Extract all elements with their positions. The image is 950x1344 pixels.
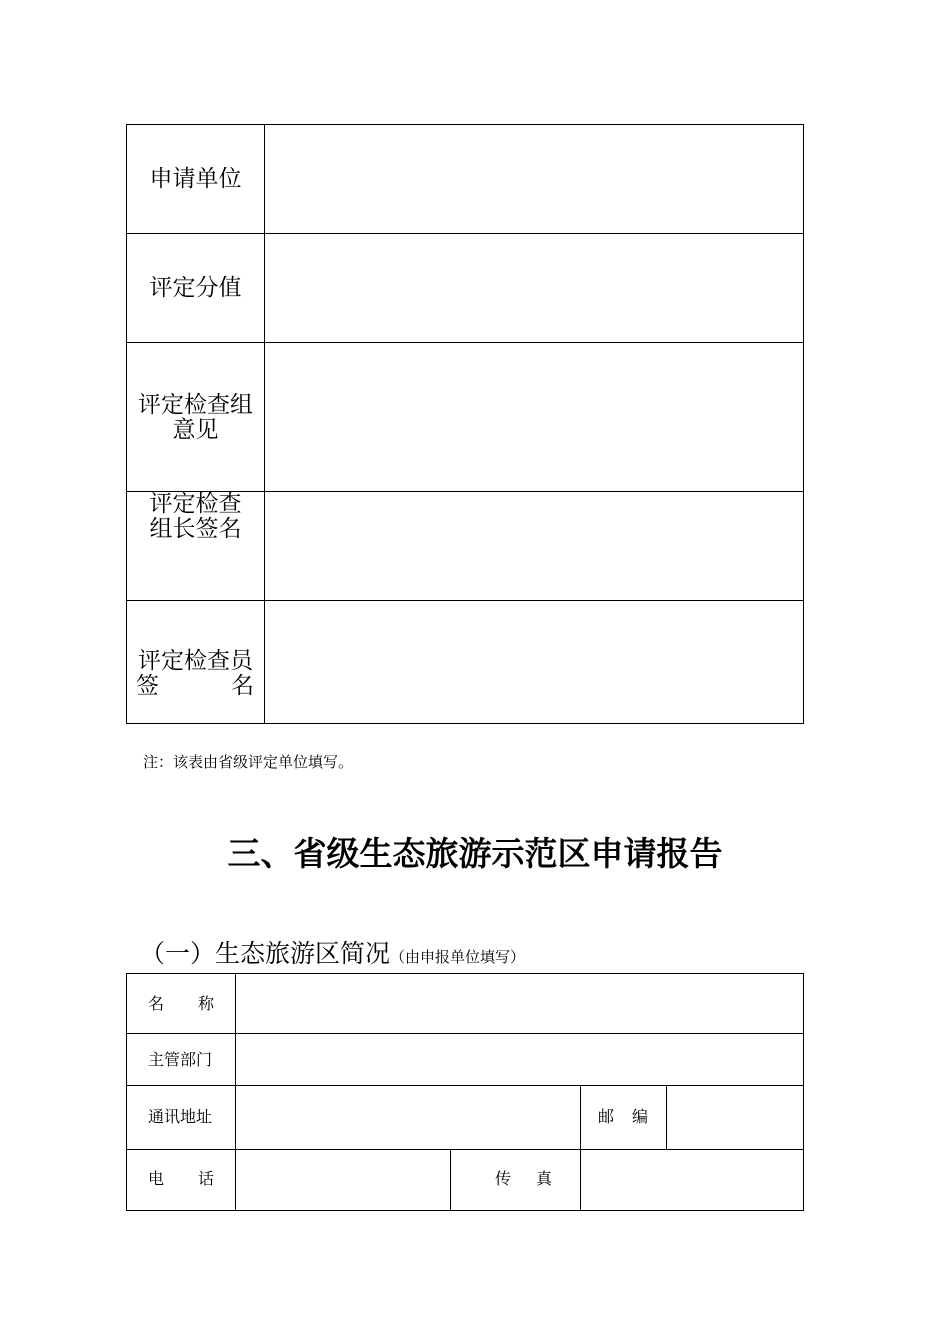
- inspector-signature-value[interactable]: [265, 601, 803, 723]
- address-value[interactable]: [236, 1086, 580, 1149]
- group-leader-signature-label-line2: 组长签名: [149, 516, 242, 542]
- section-title: 三、省级生态旅游示范区申请报告: [227, 834, 723, 873]
- inspector-signature-label-line2-left: 签: [136, 673, 159, 699]
- dept-value[interactable]: [236, 1034, 803, 1085]
- name-label-a: 名: [148, 994, 165, 1013]
- inspector-signature-label-line1: 评定检查员: [138, 648, 253, 674]
- postcode-value[interactable]: [667, 1086, 803, 1149]
- phone-label-a: 电: [148, 1169, 165, 1188]
- fax-label-a: 传: [495, 1169, 512, 1188]
- applicant-unit-label: 申请单位: [149, 166, 242, 192]
- postcode-label-a: 邮: [598, 1107, 615, 1126]
- inspector-signature-label-line2-right: 名: [231, 673, 254, 699]
- phone-label-b: 话: [198, 1169, 215, 1188]
- address-label: 通讯地址: [148, 1107, 213, 1126]
- fax-label-b: 真: [536, 1169, 553, 1188]
- score-label: 评定分值: [149, 275, 242, 301]
- name-label-b: 称: [198, 994, 215, 1013]
- postcode-label-b: 编: [632, 1107, 649, 1126]
- inspection-group-opinion-value[interactable]: [265, 343, 803, 491]
- group-leader-signature-label-line1: 评定检查: [149, 491, 242, 517]
- inspection-group-opinion-label-line2: 意见: [172, 417, 219, 443]
- subsection-title: [140, 934, 525, 970]
- dept-label: 主管部门: [148, 1050, 213, 1069]
- score-value[interactable]: [265, 234, 803, 342]
- applicant-unit-value[interactable]: [265, 125, 803, 233]
- subsection-hint: （由申报单位填写）: [390, 948, 526, 966]
- table-note: 注：该表由省级评定单位填写。: [143, 753, 354, 771]
- name-value[interactable]: [236, 974, 803, 1033]
- fax-value[interactable]: [581, 1150, 803, 1210]
- group-leader-signature-value[interactable]: [265, 492, 803, 600]
- subsection-title-text: （一）生态旅游区简况: [140, 939, 391, 968]
- phone-value[interactable]: [236, 1150, 450, 1210]
- inspection-group-opinion-label-line1: 评定检查组: [138, 392, 253, 418]
